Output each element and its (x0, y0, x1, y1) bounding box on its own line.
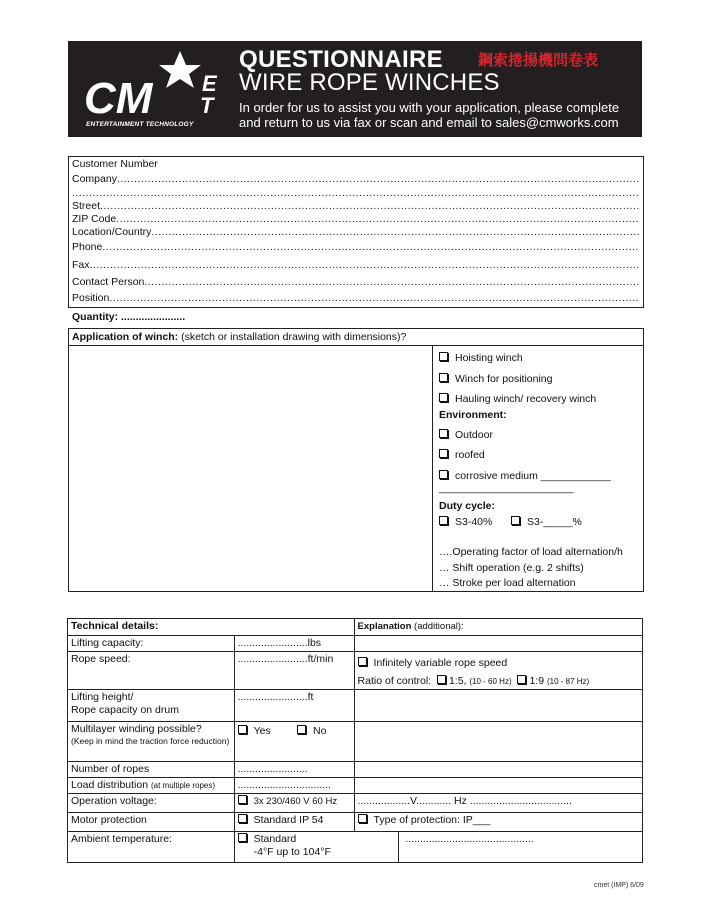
operating-factor-field[interactable]: ….Operating factor of load alternation/h (439, 546, 623, 558)
application-options (432, 345, 644, 591)
field-company[interactable]: Company ..... (72, 173, 639, 186)
checkbox-icon[interactable] (517, 675, 526, 684)
checkbox-icon[interactable] (439, 393, 448, 402)
field-phone[interactable]: Phone ..... (72, 241, 639, 254)
num-ropes-input[interactable]: ........................ (234, 762, 354, 778)
load-distribution-explanation[interactable] (354, 778, 642, 794)
checkbox-icon[interactable] (439, 516, 448, 525)
table-row (68, 652, 643, 690)
table-row (68, 778, 643, 794)
field-position[interactable]: Position ..... (72, 292, 639, 305)
checkbox-icon[interactable] (439, 429, 448, 438)
field-street[interactable]: Street ..... (72, 200, 639, 213)
checkbox-icon[interactable] (439, 352, 448, 361)
field-customer-number[interactable]: Customer Number (72, 158, 158, 170)
multilayer-label: Multilayer winding possible? (Keep in mind the traction force reduction) (68, 722, 235, 762)
shift-operation-field[interactable]: … Shift operation (e.g. 2 shifts) (439, 562, 584, 574)
explanation-header: Explanation (additional): (354, 619, 642, 636)
field-fax[interactable]: Fax ..... (72, 259, 639, 272)
motor-protection-label: Motor protection (68, 813, 235, 832)
option-ambient-standard[interactable]: Standard -4°F up to 104°F (234, 832, 399, 863)
table-row (68, 690, 643, 722)
option-hauling-winch[interactable]: Hauling winch/ recovery winch (439, 393, 596, 406)
field-location-country[interactable]: Location/Country ..... (72, 226, 639, 239)
multilayer-explanation[interactable] (354, 722, 642, 762)
technical-details-table (67, 618, 643, 863)
application-note: (sketch or installation drawing with dimensions)? (181, 331, 407, 343)
option-positioning-winch[interactable]: Winch for positioning (439, 373, 552, 386)
field-company-line-2[interactable] (72, 187, 639, 200)
checkbox-icon[interactable] (238, 795, 247, 804)
quantity-field[interactable]: Quantity: ...................... (72, 311, 186, 323)
stroke-per-load-field[interactable]: … Stroke per load alternation (439, 577, 576, 589)
checkbox-icon[interactable] (358, 657, 367, 666)
checkbox-icon[interactable] (439, 470, 448, 479)
checkbox-icon[interactable] (439, 449, 448, 458)
lifting-capacity-input[interactable]: ........................lbs (234, 636, 354, 652)
option-motor-standard[interactable]: Standard IP 54 (234, 813, 354, 832)
table-row (68, 832, 643, 863)
page-subtitle: WIRE ROPE WINCHES (239, 69, 500, 96)
lifting-height-explanation[interactable] (354, 690, 642, 722)
checkbox-icon[interactable] (511, 516, 520, 525)
page-title: QUESTIONNAIRE (239, 46, 443, 73)
header-instructions (239, 101, 619, 130)
application-label: Application of winch: (72, 331, 179, 343)
cmet-logo-graphic (82, 47, 232, 121)
checkbox-icon[interactable] (297, 725, 306, 734)
option-outdoor[interactable]: Outdoor (439, 429, 493, 442)
checkbox-icon[interactable] (358, 814, 367, 823)
duty-cycle-label: Duty cycle: (439, 500, 496, 512)
voltage-label: Operation voltage: (68, 794, 235, 813)
option-corrosive-medium[interactable]: corrosive medium ____________ (439, 470, 611, 483)
svg-text:E: E (202, 71, 217, 96)
option-duty-s3-custom[interactable]: S3-_____% (511, 516, 582, 529)
instructions-line-1: In order for us to assist you with your application, please complete (239, 100, 620, 115)
rope-speed-input[interactable]: ........................ft/min (234, 652, 354, 690)
checkbox-icon[interactable] (439, 373, 448, 382)
num-ropes-label: Number of ropes (68, 762, 235, 778)
checkbox-icon[interactable] (238, 833, 247, 842)
logo-tagline: ENTERTAINMENT TECHNOLOGY (86, 121, 194, 128)
voltage-input[interactable]: ..................V............ Hz ................................... (354, 794, 642, 813)
load-distribution-label: Load distribution (at multiple ropes) (68, 778, 235, 794)
num-ropes-explanation[interactable] (354, 762, 642, 778)
application-header (69, 329, 643, 346)
technical-header: Technical details: (68, 619, 355, 636)
option-infinitely-variable[interactable]: Infinitely variable rope speed (358, 657, 639, 670)
option-roofed[interactable]: roofed (439, 449, 485, 462)
option-voltage-standard[interactable]: 3x 230/460 V 60 Hz (234, 794, 354, 813)
company-logo (82, 47, 232, 135)
svg-text:T: T (200, 93, 214, 118)
lifting-height-input[interactable]: ........................ft (234, 690, 354, 722)
field-contact-person[interactable]: Contact Person ..... (72, 276, 639, 289)
option-no[interactable]: No (297, 725, 326, 737)
environment-label: Environment: (439, 409, 507, 421)
footer-code: cmet (IMP) 6/09 (594, 882, 644, 889)
header-banner (68, 41, 642, 137)
chinese-title: 鋼索捲揚機問卷表 (478, 51, 599, 69)
lifting-height-label: Lifting height/ Rope capacity on drum (68, 690, 235, 722)
table-row (68, 813, 643, 832)
checkbox-icon[interactable] (238, 814, 247, 823)
lifting-capacity-explanation[interactable] (354, 636, 642, 652)
table-row (68, 636, 643, 652)
technical-details-box (68, 619, 642, 866)
multilayer-options (234, 722, 354, 762)
instructions-line-2: and return to us via fax or scan and email to sales@cmworks.com (239, 114, 619, 130)
rope-speed-label: Rope speed: (68, 652, 235, 690)
environment-blank-line[interactable]: _______________________ (439, 482, 574, 494)
option-duty-s3-40[interactable]: S3-40% (439, 516, 492, 529)
svg-text:CM: CM (84, 74, 153, 121)
load-distribution-input[interactable]: ................................ (234, 778, 354, 794)
option-yes[interactable]: Yes (238, 725, 271, 737)
sketch-area[interactable] (69, 345, 432, 591)
table-row (68, 722, 643, 762)
customer-info-box (68, 156, 644, 308)
ambient-input[interactable]: ............................................ (399, 832, 643, 863)
lifting-capacity-label: Lifting capacity: (68, 636, 235, 652)
table-row (68, 619, 643, 636)
checkbox-icon[interactable] (238, 725, 247, 734)
ambient-label: Ambient temperature: (68, 832, 235, 863)
checkbox-icon[interactable] (437, 675, 446, 684)
field-zip-code[interactable]: ZIP Code ..... (72, 213, 639, 226)
table-row (68, 762, 643, 778)
rope-speed-explanation (354, 652, 642, 690)
application-box (68, 328, 644, 592)
motor-protection-type[interactable]: Type of protection: IP___ (354, 813, 642, 832)
table-row (68, 794, 643, 813)
option-hoisting-winch[interactable]: Hoisting winch (439, 352, 523, 365)
ratio-of-control: Ratio of control: 1:5, (10 - 60 Hz) 1:9 (10 - 87 Hz) (357, 675, 590, 687)
